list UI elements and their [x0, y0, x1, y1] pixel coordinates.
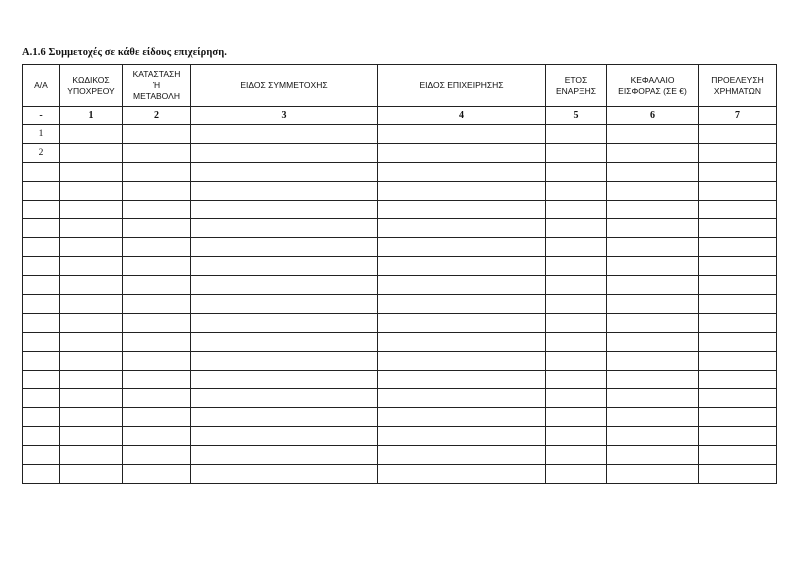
cell-eidos-epixeirisis[interactable]	[378, 295, 546, 314]
cell-katastasi-metavoli[interactable]	[123, 370, 191, 389]
cell-kodikos-ypoxreou[interactable]	[60, 313, 123, 332]
cell-kefalaio-eisforas[interactable]	[607, 408, 699, 427]
row-number	[23, 446, 60, 465]
cell-eidos-epixeirisis[interactable]	[378, 465, 546, 484]
cell-katastasi-metavoli[interactable]	[123, 295, 191, 314]
cell-eidos-symmetoxis[interactable]	[191, 162, 378, 181]
cell-eidos-symmetoxis[interactable]	[191, 200, 378, 219]
cell-eidos-epixeirisis[interactable]	[378, 257, 546, 276]
cell-eidos-symmetoxis[interactable]	[191, 332, 378, 351]
table-row	[23, 276, 777, 295]
cell-eidos-epixeirisis[interactable]	[378, 446, 546, 465]
cell-kodikos-ypoxreou[interactable]	[60, 238, 123, 257]
cell-proeleysi-xrimaton[interactable]	[699, 219, 777, 238]
cell-eidos-epixeirisis[interactable]	[378, 427, 546, 446]
row-number: 2	[23, 143, 60, 162]
cell-proeleysi-xrimaton[interactable]	[699, 238, 777, 257]
table-row	[23, 200, 777, 219]
cell-katastasi-metavoli[interactable]	[123, 332, 191, 351]
table-row	[23, 408, 777, 427]
cell-proeleysi-xrimaton[interactable]	[699, 332, 777, 351]
row-number	[23, 351, 60, 370]
cell-kodikos-ypoxreou[interactable]	[60, 257, 123, 276]
cell-kefalaio-eisforas[interactable]	[607, 125, 699, 144]
cell-kodikos-ypoxreou[interactable]	[60, 219, 123, 238]
cell-eidos-epixeirisis[interactable]	[378, 181, 546, 200]
cell-eidos-symmetoxis[interactable]	[191, 389, 378, 408]
row-number	[23, 370, 60, 389]
cell-etos-enarxis[interactable]	[546, 313, 607, 332]
row-number	[23, 219, 60, 238]
cell-kefalaio-eisforas[interactable]	[607, 181, 699, 200]
cell-etos-enarxis[interactable]	[546, 408, 607, 427]
table-row	[23, 370, 777, 389]
cell-eidos-epixeirisis[interactable]	[378, 200, 546, 219]
column-number: 2	[123, 107, 191, 125]
cell-proeleysi-xrimaton[interactable]	[699, 143, 777, 162]
cell-eidos-symmetoxis[interactable]	[191, 276, 378, 295]
cell-kodikos-ypoxreou[interactable]	[60, 351, 123, 370]
cell-eidos-symmetoxis[interactable]	[191, 370, 378, 389]
header-katastasi-metavoli: ΚΑΤΑΣΤΑΣΗ Ή ΜΕΤΑΒΟΛΗ	[123, 65, 191, 107]
column-number: 6	[607, 107, 699, 125]
cell-eidos-symmetoxis[interactable]	[191, 181, 378, 200]
cell-kodikos-ypoxreou[interactable]	[60, 181, 123, 200]
row-number	[23, 465, 60, 484]
cell-kodikos-ypoxreou[interactable]	[60, 427, 123, 446]
header-row	[23, 65, 777, 107]
row-number	[23, 238, 60, 257]
cell-katastasi-metavoli[interactable]	[123, 162, 191, 181]
row-number	[23, 313, 60, 332]
cell-eidos-symmetoxis[interactable]	[191, 408, 378, 427]
column-number: 5	[546, 107, 607, 125]
row-number	[23, 408, 60, 427]
cell-proeleysi-xrimaton[interactable]	[699, 389, 777, 408]
cell-eidos-epixeirisis[interactable]	[378, 276, 546, 295]
header-proeleysi-xrimaton: ΠΡΟΕΛΕΥΣΗ ΧΡΗΜΑΤΩΝ	[699, 65, 777, 107]
cell-kodikos-ypoxreou[interactable]	[60, 465, 123, 484]
cell-eidos-epixeirisis[interactable]	[378, 162, 546, 181]
cell-katastasi-metavoli[interactable]	[123, 427, 191, 446]
cell-eidos-symmetoxis[interactable]	[191, 295, 378, 314]
cell-etos-enarxis[interactable]	[546, 427, 607, 446]
cell-etos-enarxis[interactable]	[546, 276, 607, 295]
cell-etos-enarxis[interactable]	[546, 389, 607, 408]
cell-kefalaio-eisforas[interactable]	[607, 332, 699, 351]
cell-kefalaio-eisforas[interactable]	[607, 427, 699, 446]
row-number	[23, 332, 60, 351]
cell-etos-enarxis[interactable]	[546, 465, 607, 484]
cell-eidos-symmetoxis[interactable]	[191, 238, 378, 257]
cell-katastasi-metavoli[interactable]	[123, 125, 191, 144]
row-number	[23, 200, 60, 219]
table-row	[23, 446, 777, 465]
cell-eidos-symmetoxis[interactable]	[191, 257, 378, 276]
section-title: Α.1.6 Συμμετοχές σε κάθε είδους επιχείρηση.	[22, 47, 228, 58]
cell-proeleysi-xrimaton[interactable]	[699, 181, 777, 200]
cell-etos-enarxis[interactable]	[546, 332, 607, 351]
cell-etos-enarxis[interactable]	[546, 200, 607, 219]
cell-kodikos-ypoxreou[interactable]	[60, 408, 123, 427]
table-row	[23, 351, 777, 370]
cell-kodikos-ypoxreou[interactable]	[60, 143, 123, 162]
table-row	[23, 313, 777, 332]
cell-eidos-symmetoxis[interactable]	[191, 465, 378, 484]
cell-kodikos-ypoxreou[interactable]	[60, 446, 123, 465]
cell-katastasi-metavoli[interactable]	[123, 200, 191, 219]
header-aa: Α/Α	[23, 65, 60, 107]
row-number	[23, 427, 60, 446]
cell-katastasi-metavoli[interactable]	[123, 143, 191, 162]
cell-proeleysi-xrimaton[interactable]	[699, 408, 777, 427]
cell-katastasi-metavoli[interactable]	[123, 257, 191, 276]
cell-eidos-epixeirisis[interactable]	[378, 125, 546, 144]
table-row	[23, 143, 777, 162]
header-etos-enarxis: ΕΤΟΣ ΕΝΑΡΞΗΣ	[546, 65, 607, 107]
cell-eidos-symmetoxis[interactable]	[191, 125, 378, 144]
cell-etos-enarxis[interactable]	[546, 238, 607, 257]
column-number-row	[23, 107, 777, 125]
table-row	[23, 181, 777, 200]
cell-katastasi-metavoli[interactable]	[123, 351, 191, 370]
cell-eidos-symmetoxis[interactable]	[191, 427, 378, 446]
cell-proeleysi-xrimaton[interactable]	[699, 351, 777, 370]
cell-etos-enarxis[interactable]	[546, 143, 607, 162]
row-number	[23, 276, 60, 295]
cell-kodikos-ypoxreou[interactable]	[60, 200, 123, 219]
cell-kodikos-ypoxreou[interactable]	[60, 125, 123, 144]
cell-proeleysi-xrimaton[interactable]	[699, 162, 777, 181]
header-kodikos-ypoxreou: ΚΩΔΙΚΟΣ ΥΠΟΧΡΕΟΥ	[60, 65, 123, 107]
cell-eidos-epixeirisis[interactable]	[378, 389, 546, 408]
row-number	[23, 389, 60, 408]
cell-eidos-epixeirisis[interactable]	[378, 219, 546, 238]
column-number: 1	[60, 107, 123, 125]
table-row	[23, 219, 777, 238]
cell-eidos-epixeirisis[interactable]	[378, 238, 546, 257]
cell-kodikos-ypoxreou[interactable]	[60, 332, 123, 351]
cell-etos-enarxis[interactable]	[546, 125, 607, 144]
row-number	[23, 162, 60, 181]
cell-katastasi-metavoli[interactable]	[123, 465, 191, 484]
column-number: -	[23, 107, 60, 125]
cell-etos-enarxis[interactable]	[546, 219, 607, 238]
row-number	[23, 257, 60, 276]
cell-kefalaio-eisforas[interactable]	[607, 143, 699, 162]
cell-etos-enarxis[interactable]	[546, 181, 607, 200]
cell-etos-enarxis[interactable]	[546, 162, 607, 181]
cell-kodikos-ypoxreou[interactable]	[60, 162, 123, 181]
cell-proeleysi-xrimaton[interactable]	[699, 465, 777, 484]
cell-etos-enarxis[interactable]	[546, 446, 607, 465]
header-eidos-epixeirisis: ΕΙΔΟΣ ΕΠΙΧΕΙΡΗΣΗΣ	[378, 65, 546, 107]
cell-proeleysi-xrimaton[interactable]	[699, 257, 777, 276]
cell-eidos-symmetoxis[interactable]	[191, 446, 378, 465]
table-row	[23, 465, 777, 484]
table-row	[23, 295, 777, 314]
cell-proeleysi-xrimaton[interactable]	[699, 125, 777, 144]
cell-katastasi-metavoli[interactable]	[123, 181, 191, 200]
cell-eidos-symmetoxis[interactable]	[191, 351, 378, 370]
column-number: 3	[191, 107, 378, 125]
row-number: 1	[23, 125, 60, 144]
cell-proeleysi-xrimaton[interactable]	[699, 427, 777, 446]
column-number: 7	[699, 107, 777, 125]
cell-etos-enarxis[interactable]	[546, 370, 607, 389]
cell-proeleysi-xrimaton[interactable]	[699, 370, 777, 389]
cell-eidos-epixeirisis[interactable]	[378, 332, 546, 351]
table-row	[23, 238, 777, 257]
cell-kefalaio-eisforas[interactable]	[607, 162, 699, 181]
cell-etos-enarxis[interactable]	[546, 295, 607, 314]
cell-eidos-epixeirisis[interactable]	[378, 143, 546, 162]
cell-katastasi-metavoli[interactable]	[123, 446, 191, 465]
table-row	[23, 427, 777, 446]
column-number: 4	[378, 107, 546, 125]
cell-proeleysi-xrimaton[interactable]	[699, 200, 777, 219]
cell-kefalaio-eisforas[interactable]	[607, 219, 699, 238]
cell-eidos-symmetoxis[interactable]	[191, 219, 378, 238]
cell-kodikos-ypoxreou[interactable]	[60, 370, 123, 389]
cell-proeleysi-xrimaton[interactable]	[699, 446, 777, 465]
cell-eidos-symmetoxis[interactable]	[191, 313, 378, 332]
cell-eidos-epixeirisis[interactable]	[378, 408, 546, 427]
cell-proeleysi-xrimaton[interactable]	[699, 313, 777, 332]
cell-etos-enarxis[interactable]	[546, 351, 607, 370]
cell-kefalaio-eisforas[interactable]	[607, 465, 699, 484]
table-row	[23, 332, 777, 351]
row-number	[23, 181, 60, 200]
table-row	[23, 125, 777, 144]
cell-kefalaio-eisforas[interactable]	[607, 370, 699, 389]
cell-etos-enarxis[interactable]	[546, 257, 607, 276]
cell-katastasi-metavoli[interactable]	[123, 219, 191, 238]
cell-eidos-epixeirisis[interactable]	[378, 313, 546, 332]
cell-kodikos-ypoxreou[interactable]	[60, 389, 123, 408]
cell-katastasi-metavoli[interactable]	[123, 408, 191, 427]
table-row	[23, 389, 777, 408]
cell-kefalaio-eisforas[interactable]	[607, 276, 699, 295]
cell-eidos-epixeirisis[interactable]	[378, 370, 546, 389]
cell-proeleysi-xrimaton[interactable]	[699, 276, 777, 295]
row-number	[23, 295, 60, 314]
cell-kefalaio-eisforas[interactable]	[607, 238, 699, 257]
cell-kodikos-ypoxreou[interactable]	[60, 276, 123, 295]
cell-proeleysi-xrimaton[interactable]	[699, 295, 777, 314]
cell-eidos-epixeirisis[interactable]	[378, 351, 546, 370]
cell-kefalaio-eisforas[interactable]	[607, 295, 699, 314]
cell-eidos-symmetoxis[interactable]	[191, 143, 378, 162]
table-row	[23, 257, 777, 276]
cell-kefalaio-eisforas[interactable]	[607, 389, 699, 408]
participations-table	[22, 64, 777, 484]
cell-katastasi-metavoli[interactable]	[123, 276, 191, 295]
cell-kodikos-ypoxreou[interactable]	[60, 295, 123, 314]
cell-katastasi-metavoli[interactable]	[123, 389, 191, 408]
cell-katastasi-metavoli[interactable]	[123, 313, 191, 332]
cell-kefalaio-eisforas[interactable]	[607, 446, 699, 465]
cell-kefalaio-eisforas[interactable]	[607, 351, 699, 370]
header-eidos-symmetoxis: ΕΙΔΟΣ ΣΥΜΜΕΤΟΧΗΣ	[191, 65, 378, 107]
header-kefalaio-eisforas: ΚΕΦΑΛΑΙΟ ΕΙΣΦΟΡΑΣ (ΣΕ €)	[607, 65, 699, 107]
cell-kefalaio-eisforas[interactable]	[607, 200, 699, 219]
cell-kefalaio-eisforas[interactable]	[607, 257, 699, 276]
cell-katastasi-metavoli[interactable]	[123, 238, 191, 257]
table-row	[23, 162, 777, 181]
cell-kefalaio-eisforas[interactable]	[607, 313, 699, 332]
